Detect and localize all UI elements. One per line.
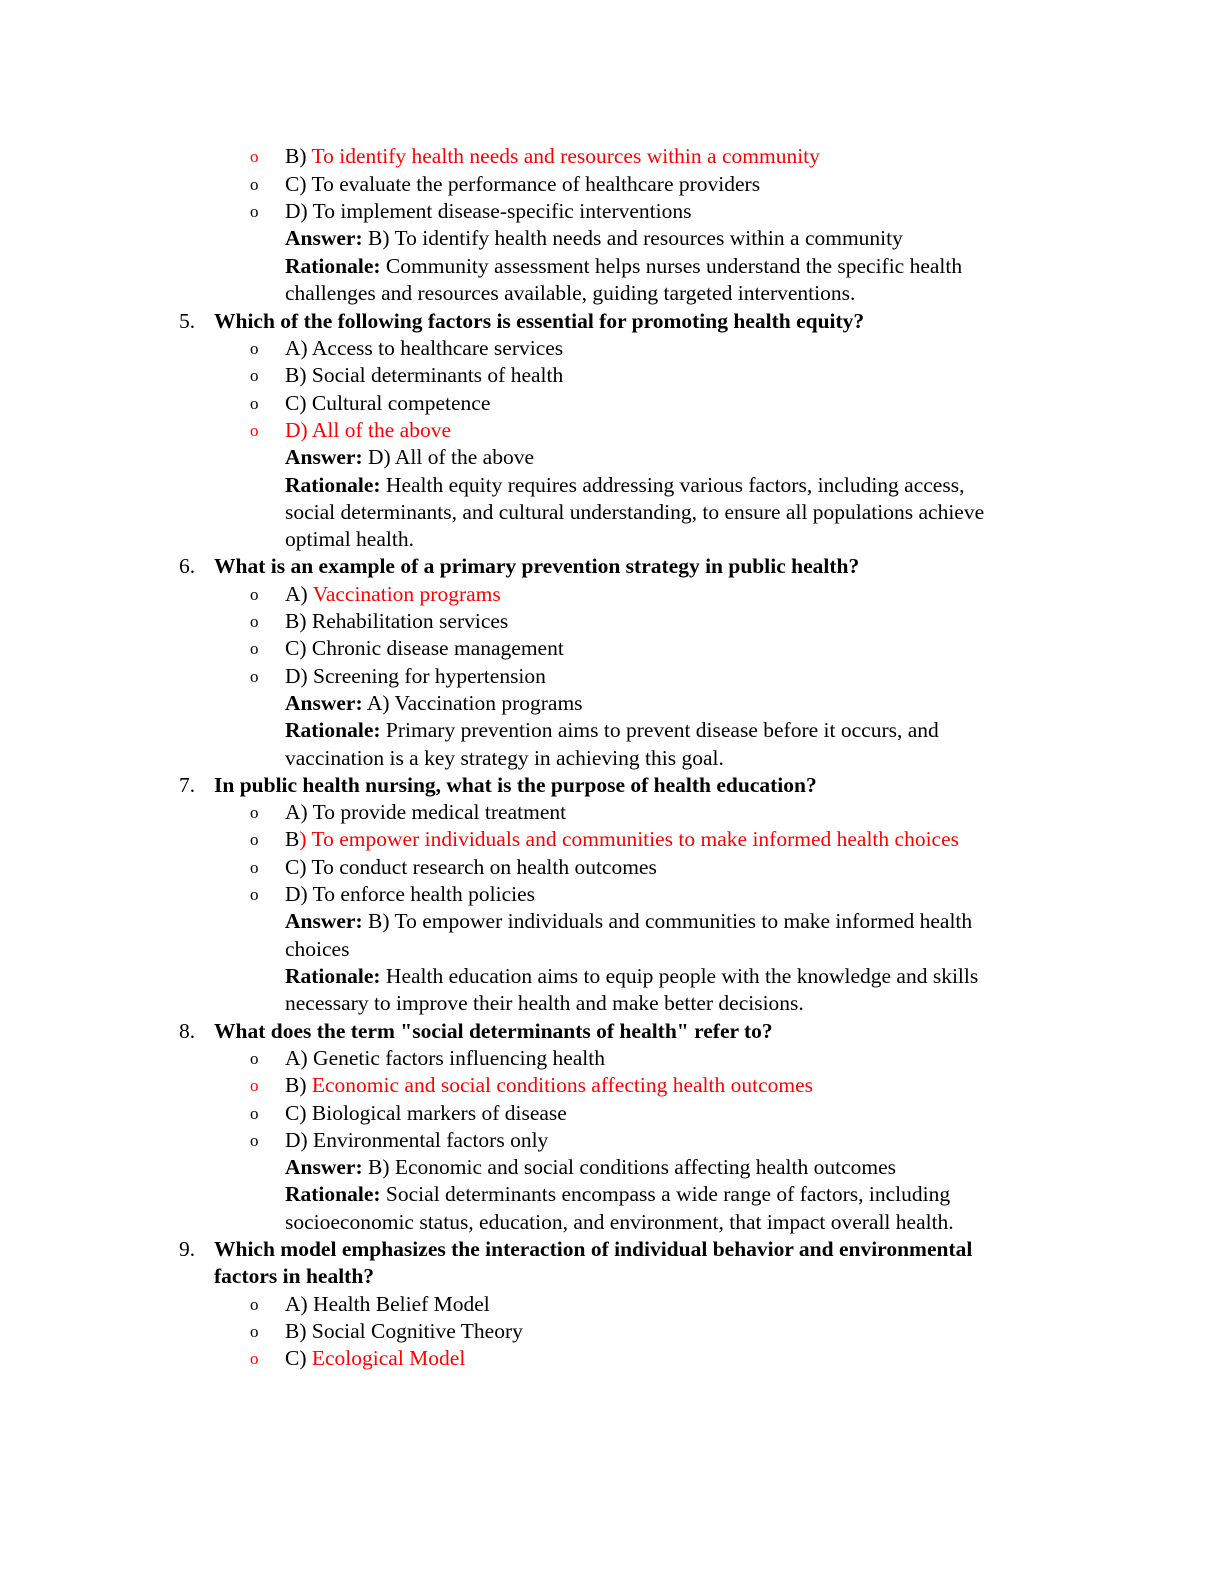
bullet: o — [250, 830, 259, 849]
correct-option-text: ) To empower individuals and communities to make informed health choices — [299, 827, 959, 851]
option-text: A) Access to healthcare services — [285, 336, 564, 360]
option-text: A) To provide medical treatment — [285, 800, 567, 824]
option-letter: B — [285, 827, 300, 851]
question-text: What does the term "social determinants of health" refer to? — [214, 1019, 773, 1043]
rationale-text: social determinants, and cultural understanding, to ensure all populations achieve — [285, 500, 985, 524]
correct-option-text: Economic and social conditions affecting health outcomes — [311, 1073, 813, 1097]
answer-text: B) To empower individuals and communities to make informed health — [362, 909, 973, 933]
bullet: o — [250, 175, 259, 194]
answer-label: Answer: — [285, 909, 363, 933]
correct-option-text: To identify health needs and resources within a community — [311, 144, 820, 168]
rationale-label: Rationale: — [285, 254, 381, 278]
rationale-text: vaccination is a key strategy in achieving this goal. — [285, 746, 724, 770]
option-letter: C) — [285, 1346, 312, 1370]
option-text: A) Genetic factors influencing health — [285, 1046, 605, 1070]
bullet: o — [250, 885, 259, 904]
option-text: B) Social Cognitive Theory — [285, 1319, 523, 1343]
correct-option-text: D) All of the above — [285, 418, 451, 442]
option-text: A) Health Belief Model — [285, 1292, 490, 1316]
bullet: o — [250, 1295, 259, 1314]
bullet: o — [250, 612, 259, 631]
rationale-text: Community assessment helps nurses understand the specific health — [380, 254, 963, 278]
rationale-label: Rationale: — [285, 718, 381, 742]
bullet: o — [250, 1131, 259, 1150]
correct-option-text: Vaccination programs — [312, 582, 501, 606]
bullet: o — [250, 639, 259, 658]
bullet: o — [250, 339, 259, 358]
rationale-text: socioeconomic status, education, and environment, that impact overall health. — [285, 1210, 954, 1234]
option-text: C) To conduct research on health outcomes — [285, 855, 657, 879]
bullet: o — [250, 585, 259, 604]
bullet: o — [250, 1076, 259, 1095]
question-text: What is an example of a primary prevention strategy in public health? — [214, 554, 860, 578]
option-text: B) Social determinants of health — [285, 363, 564, 387]
option-text: C) Chronic disease management — [285, 636, 564, 660]
bullet: o — [250, 858, 259, 877]
answer-text: A) Vaccination programs — [362, 691, 583, 715]
option-text: D) To enforce health policies — [285, 882, 536, 906]
answer-text: D) All of the above — [362, 445, 534, 469]
bullet: o — [250, 202, 259, 221]
question-number: 5. — [179, 309, 196, 333]
rationale-label: Rationale: — [285, 964, 381, 988]
answer-text: B) Economic and social conditions affecting health outcomes — [362, 1155, 896, 1179]
answer-text: choices — [285, 937, 350, 961]
answer-label: Answer: — [285, 1155, 363, 1179]
question-number: 6. — [179, 554, 196, 578]
option-text: D) Screening for hypertension — [285, 664, 546, 688]
bullet: o — [250, 667, 259, 686]
bullet: o — [250, 1049, 259, 1068]
question-text: In public health nursing, what is the purpose of health education? — [214, 773, 817, 797]
bullet: o — [250, 147, 259, 166]
rationale-label: Rationale: — [285, 1182, 381, 1206]
option-text: B) Rehabilitation services — [285, 609, 509, 633]
answer-label: Answer: — [285, 445, 363, 469]
bullet: o — [250, 1322, 259, 1341]
option-letter: A) — [285, 582, 313, 606]
rationale-text: Primary prevention aims to prevent disease before it occurs, and — [380, 718, 939, 742]
option-text: C) Cultural competence — [285, 391, 491, 415]
answer-label: Answer: — [285, 691, 363, 715]
option-letter: B) — [285, 1073, 312, 1097]
rationale-text: Social determinants encompass a wide range of factors, including — [380, 1182, 951, 1206]
option-text: D) To implement disease-specific interventions — [285, 199, 692, 223]
rationale-text: Health education aims to equip people with the knowledge and skills — [380, 964, 979, 988]
question-text: Which of the following factors is essential for promoting health equity? — [214, 309, 865, 333]
bullet: o — [250, 421, 259, 440]
correct-option-text: Ecological Model — [311, 1346, 466, 1370]
question-number: 7. — [179, 773, 196, 797]
rationale-text: optimal health. — [285, 527, 414, 551]
rationale-label: Rationale: — [285, 473, 381, 497]
question-number: 9. — [179, 1237, 196, 1261]
rationale-text: Health equity requires addressing various factors, including access, — [380, 473, 965, 497]
bullet: o — [250, 1104, 259, 1123]
option-letter: B) — [285, 144, 312, 168]
question-number: 8. — [179, 1019, 196, 1043]
question-text: Which model emphasizes the interaction of individual behavior and environmental — [214, 1237, 973, 1261]
answer-text: B) To identify health needs and resources within a community — [362, 226, 903, 250]
rationale-text: necessary to improve their health and make better decisions. — [285, 991, 804, 1015]
option-text: C) To evaluate the performance of healthcare providers — [285, 172, 761, 196]
answer-label: Answer: — [285, 226, 363, 250]
question-text: factors in health? — [214, 1264, 375, 1288]
bullet: o — [250, 366, 259, 385]
rationale-text: challenges and resources available, guiding targeted interventions. — [285, 281, 856, 305]
bullet: o — [250, 1349, 259, 1368]
bullet: o — [250, 803, 259, 822]
bullet: o — [250, 394, 259, 413]
option-text: D) Environmental factors only — [285, 1128, 549, 1152]
option-text: C) Biological markers of disease — [285, 1101, 567, 1125]
